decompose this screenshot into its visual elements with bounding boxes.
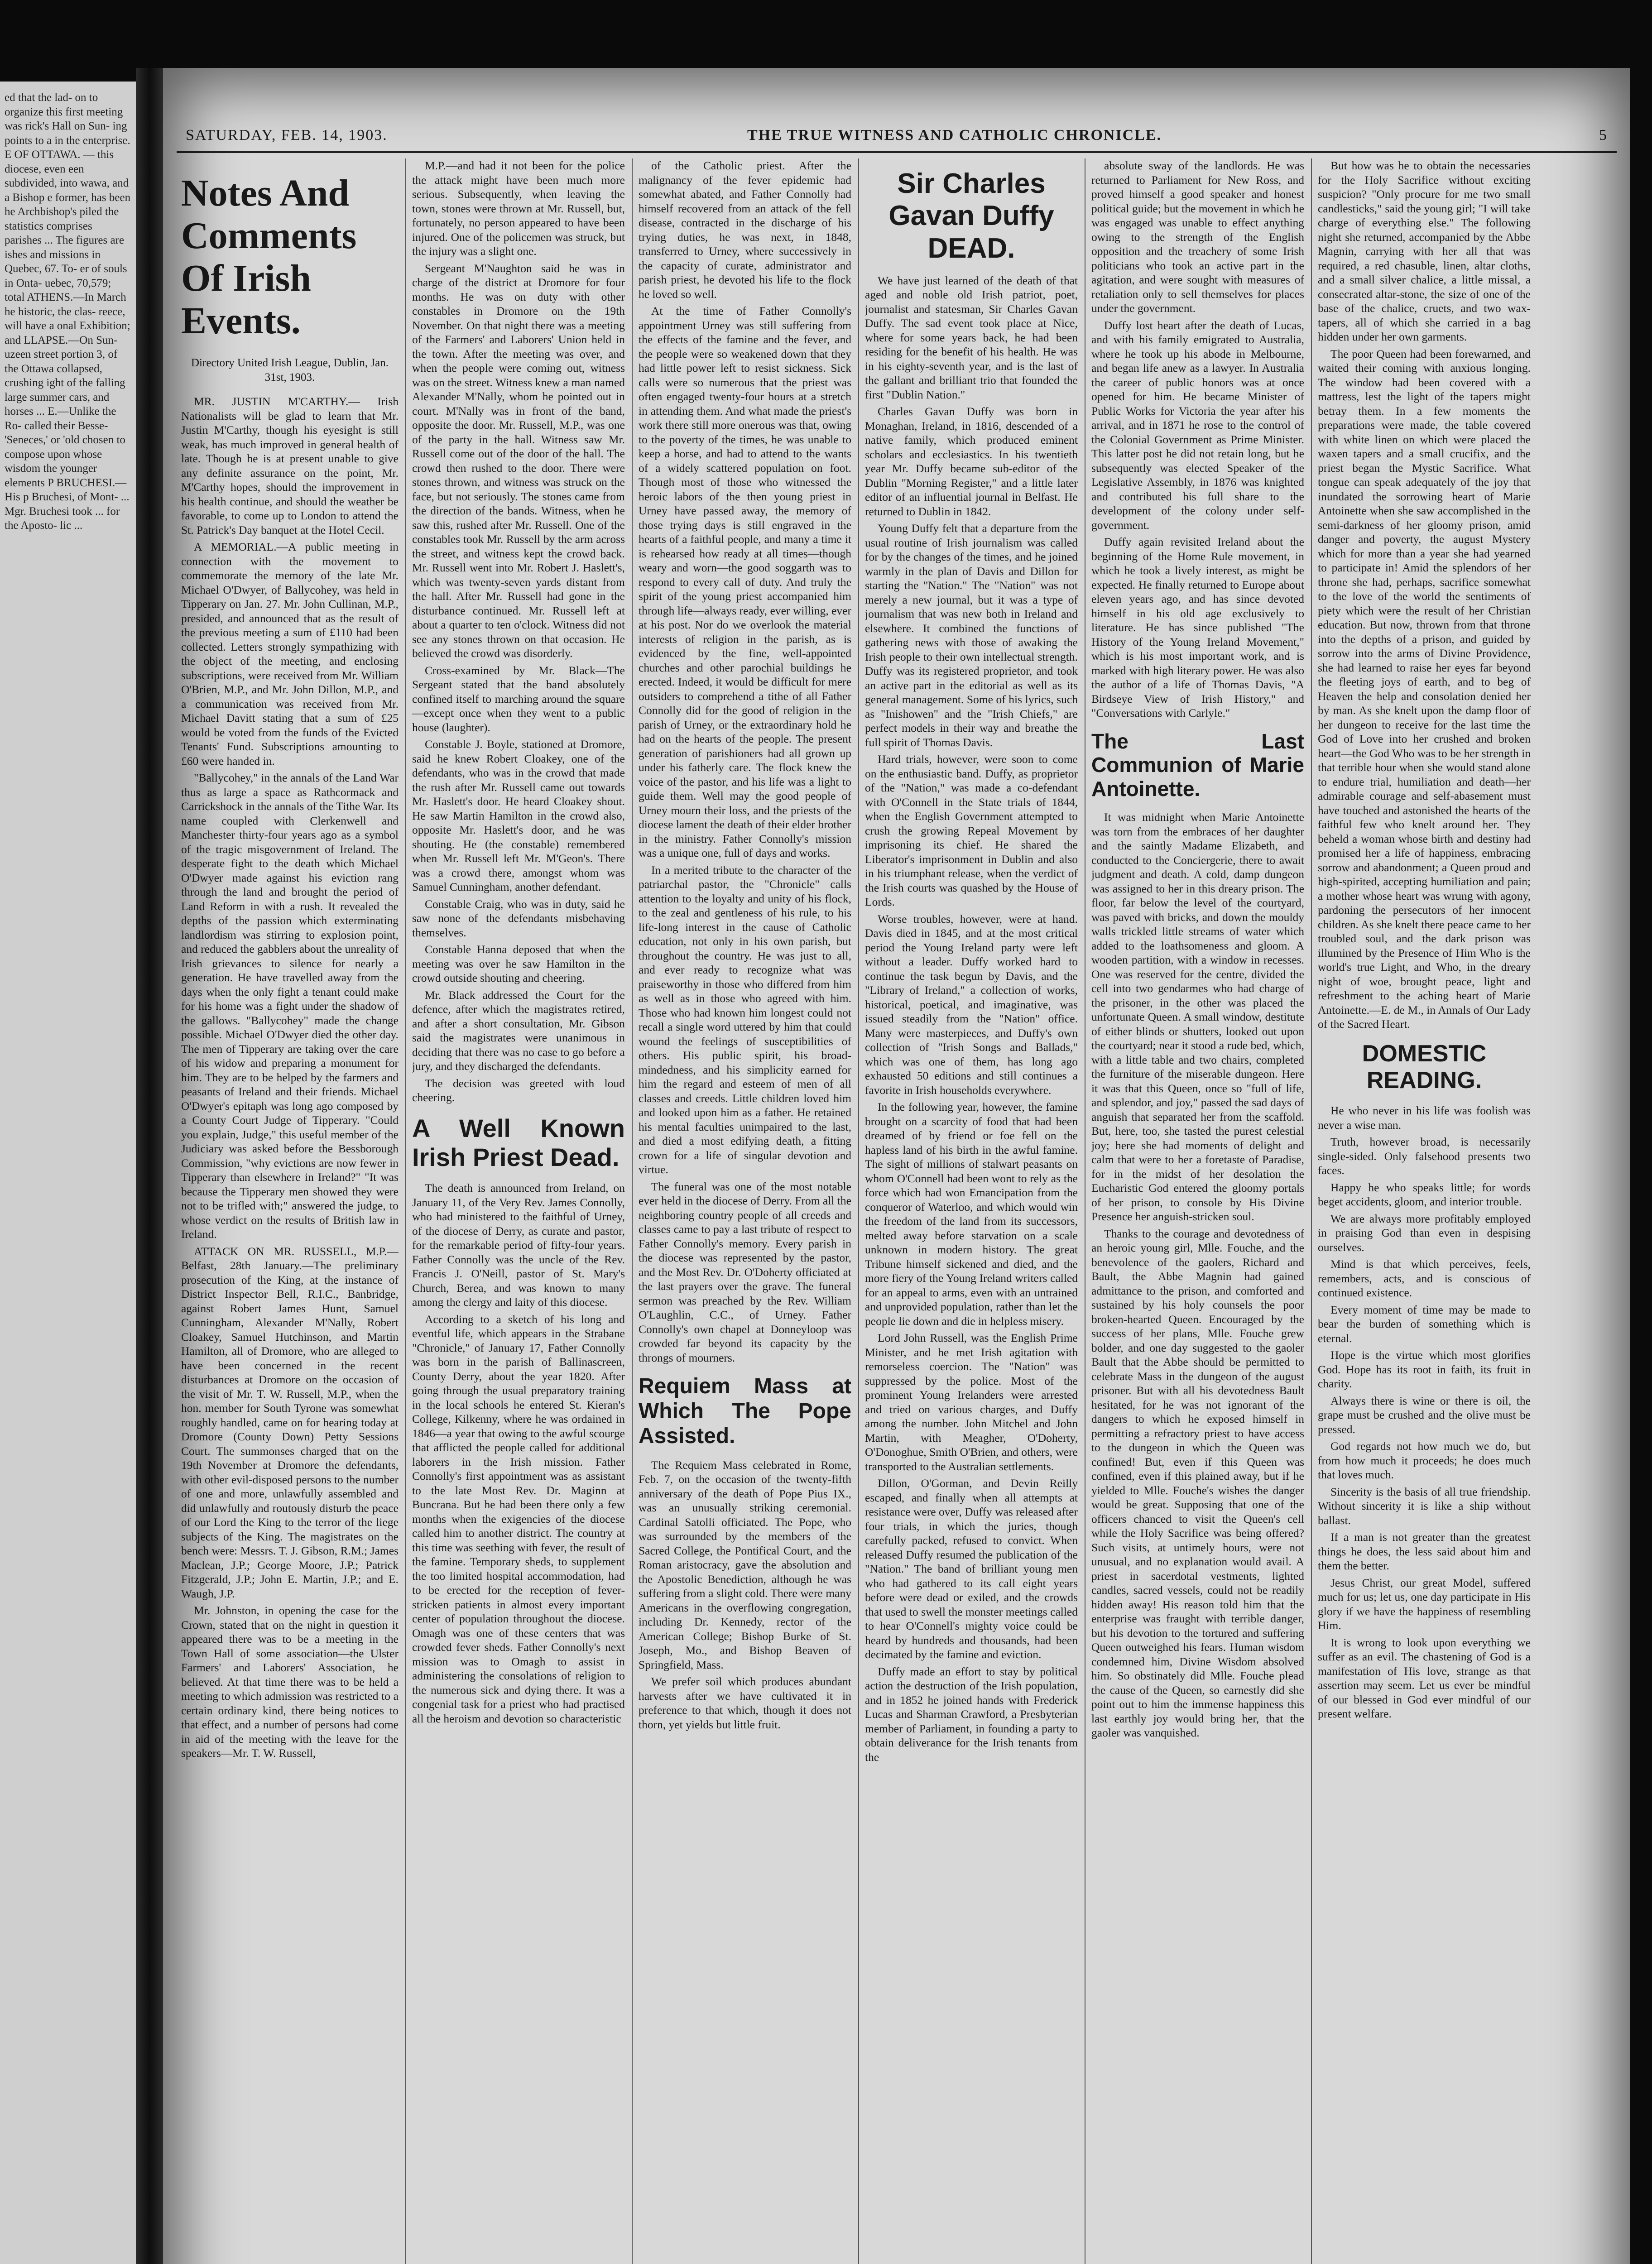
column-divider xyxy=(632,158,633,2264)
column-6-story2-body xyxy=(1318,1103,1531,1721)
page-number: 5 xyxy=(1599,127,1608,144)
notes-headline: Notes And Comments Of Irish Events. xyxy=(181,172,357,342)
paragraph: Constable J. Boyle, stationed at Dromore, said he knew Robert Cloakey, one of the defendants, who was in the crowd that made the rush after Mr. Russell came out towards Mr. Haslett's door. He heard Cloakey shout. He saw Martin Hamilton in the crowd also, opposite Mr. Haslett's door, and he was shouting. He (the constable) remembered when Mr. Russell left Mr. M'Geon's. There was a crowd there, amongst whom was Samuel Cunningham, another defendant. xyxy=(412,738,625,893)
duffy-headline: Sir Charles Gavan Duffy DEAD. xyxy=(888,168,1054,264)
column-3 xyxy=(639,158,851,2264)
paragraph: The funeral was one of the most notable ever held in the diocese of Derry. From all the neighboring country people of all creeds and classes came to pay a last tribute of respect to Father Connolly's memory. Every parish in the diocese was represented by the pastor, and the Most Rev. Dr. O'Doherty officiated at the last prayers over the grave. The funeral sermon was preached by the Rev. William O'Laughlin, C.C., of Urney. Father Connolly's own chapel at Donneyloop was crowded far beyond its capacity by the throngs of mourners. xyxy=(639,1180,851,1364)
adjacent-page-text: ed that the lad- on to organize this first meeting was rick's Hall on Sun- ing points to a in the enterprise. E OF OTTAWA. — this diocese, even een subdivided, into wawa, and a Bishop e former, has been he Archbishop's piled the statistics comprises parishes ... The figures are ishes and missions in Quebec, 67. To- er of souls in Onta- uebec, 70,579; total ATHENS.—In March he historic, the clas- reece, will have a onal Exhibition; and LLAPSE.—On Sun- uzeen street portion 3, of the Ottawa collapsed, crushing ight of the falling large summer cars, and horses ... E.—Unlike the Ro- called their Besse- 'Seneces,' or 'old chosen to compose upon whose wisdom the younger elements P BRUCHESI.— His p Bruchesi, of Mont- ... Mgr. Bruchesi took ... for the Aposto- lic ... xyxy=(5,91,131,532)
domestic-reading-headline: DOMESTIC READING. xyxy=(1362,1040,1487,1094)
paragraph: ATTACK ON MR. RUSSELL, M.P.—Belfast, 28th January.—The preliminary prosecution of the King, at the instance of District Inspector Bell, R.I.C., Banbridge, against Robert James Hunt, Samuel Cunningham, Alexander M'Nally, Robert Cloakey, Samuel Hutchinson, and Martin Hamilton, all of Dromore, who are alleged to have been concerned in the recent disturbances at Dromore on the occasion of the visit of Mr. T. W. Russell, M.P., when the hon. member for South Tyrone was somewhat roughly handled, came on for hearing today at Dromore (County Down) Petty Sessions Court. The summonses charged that on the 19th November at Dromore the defendants, with other evil-disposed persons to the number of one and more, unlawfully assembled and did unlawfully and routously disturb the peace of our Lord the King to the terror of the liege subjects of the King. The magistrates on the bench were: Messrs. T. J. Gibson, R.M.; James Maclean, J.P.; George Moore, J.P.; Patrick Fitzgerald, J.P.; John E. Martin, J.P.; and E. Waugh, J.P. xyxy=(181,1244,399,1600)
paragraph: We prefer soil which produces abundant harvests after we have cultivated it in preference to that which, though it does not thorn, yet yields but little fruit. xyxy=(639,1675,851,1731)
paragraph: Mr. Black addressed the Court for the defence, after which the magistrates retired, and after a short consultation, Mr. Gibson said the magistrates were unanimous in deciding that there was no case to go before a jury, and they discharged the defendants. xyxy=(412,988,625,1073)
page-header xyxy=(177,127,1617,147)
paragraph: According to a sketch of his long and eventful life, which appears in the Strabane "Chronicle," of January 17, Father Connolly was born in the parish of Ballinascreen, County Derry, about the year 1820. After going through the usual preparatory training in the local schools he entered St. Kieran's College, Kilkenny, where he was ordained in 1846—a year that owing to the awful scourge that afflicted the people called for additional laborers in the Irish mission. Father Connolly's first appointment was as assistant to the late Most Rev. Dr. Maginn at Buncrana. But he had been there only a few months when the exigencies of the diocese called him to another district. The country at this time was seething with fever, the result of the famine. Temporary sheds, to supplement the too limited hospital accommodation, had to be erected for the reception of fever-stricken patients in almost every important center of population throughout the diocese. Omagh was one of these centers that was crowded fever sheds. Father Connolly's next mission was to Omagh to assist in administering the consolations of religion to the numerous sick and dying there. It was a congenial task for a priest who had practised all the heroism and devotion so characteristic xyxy=(412,1312,625,1725)
column-6 xyxy=(1318,158,1531,2264)
dateline: Directory United Irish League, Dublin, Jan. 31st, 1903. xyxy=(191,357,389,384)
paragraph: God regards not how much we do, but from how much it proceeds; he does much that loves much. xyxy=(1318,1439,1531,1482)
column-divider xyxy=(1311,158,1312,2264)
marie-antoinette-headline: The Last Communion of Marie Antoinette. xyxy=(1091,729,1304,801)
paragraph: Duffy lost heart after the death of Lucas, and with his family emigrated to Australia, where he took up his abode in Melbourne, and began life anew as a lawyer. In Australia the career of public honors was at once opened for him. He became Minister of Public Works for Victoria the year after his arrival, and in 1871 he rose to the control of the Colonial Government as Prime Minister. This latter post he did not retain long, but he subsequently was elected Speaker of the Legislative Assembly, in 1876 was knighted and contributed his full share to the development of the colony under self-government. xyxy=(1091,318,1304,532)
paragraph: "Ballycohey," in the annals of the Land War thus as large a space as Rathcormack and Carrickshock in the annals of the Tithe War. Its name coupled with Clerkenwell and Manchester thirty-four years ago as a symbol of the tragic misgovernment of Ireland. The desperate fight to the death which Michael O'Dwyer made against his eviction rang through the land and brought the period of Land Reform in with a rush. It revealed the depths of the passion which exterminating landlordism was stirring to explosion point, and reduced the gabblers about the unreality of Irish grievances to silence for nearly a generation. He have travelled away from the days when the only fight a tenant could make for his home was a fight under the shadow of the gallows. "Ballycohey" made the change possible. Michael O'Dwyer died the other day. The men of Tipperary are taking over the care of his widow and preparing a monument for him. They are to be helped by the farmers and peasants of Ireland and their friends. Michael O'Dwyer's epitaph was long ago composed by a County Court Judge of Tipperary. "Could you explain, Judge," this useful member of the Judiciary was asked before the Bessborough Commission, "why evictions are now fewer in Tipperary than elsewhere in Ireland?" "It was because the Tipperary men showed they were not to be trifled with;" answered the judge, to whose verdict on the results of British law in Ireland. xyxy=(181,771,399,1241)
paragraph: We have just learned of the death of that aged and noble old Irish patriot, poet, journalist and statesman, Sir Charles Gavan Duffy. The sad event took place at Nice, where for some years back, he had been residing for the benefit of his health. He was in his eighty-seventh year, and is the last of the gallant and brilliant trio that founded the first "Dublin Nation." xyxy=(865,273,1078,401)
paragraph: It was midnight when Marie Antoinette was torn from the embraces of her daughter and the saintly Madame Elizabeth, and conducted to the Conciergerie, there to await judgment and death. A cold, damp dungeon was assigned to her in this dreary prison. The floor, far below the level of the courtyard, was paved with bricks, and down the mouldy walls trickled little streams of water which added to the loathsomeness and gloom. A wooden partition, with a window in recesses. One was reserved for the centre, divided the cell into two gendarmes who had charge of the prisoner, in the other was placed the unfortunate Queen. A small window, destitute of either blinds or shutters, looked out upon the courtyard; near it stood a rude bed, which, with a little table and two chairs, completed the furniture of the miserable dungeon. Here it was that this Queen, once so "full of life, and splendor, and joy," passed the sad days of anguish that separated her from the scaffold. But, here, too, she tasted the purest celestial joy; here she had moments of delight and calm that were to her a foretaste of Paradise, for in the midst of her desolation the Eucharistic God entered the gloomy portals of her prison, to console by His Divine Presence her anguish-stricken soul. xyxy=(1091,811,1304,1223)
header-rule xyxy=(177,151,1617,153)
requiem-mass-headline: Requiem Mass at Which The Pope Assisted. xyxy=(639,1374,851,1449)
column-2-body xyxy=(412,158,625,1105)
column-1-body xyxy=(181,394,399,1760)
paragraph: But how was he to obtain the necessaries for the Holy Sacrifice without exciting suspicion? "Only procure for me two small candlesticks," said the young girl; "I will take charge of everything else." The following night she returned, accompanied by the Abbe Magnin, carrying with her all that was required, a red chasuble, linen, altar cloths, and a small silver chalice, a little missal, a consecrated altar-stone, the size of one of the base of the chalice, cruets, and two wax-tapers, all of which she carried in a bag hidden under her own garments. xyxy=(1318,159,1531,343)
paragraph: If a man is not greater than the greatest things he does, the less said about him and them the better. xyxy=(1318,1530,1531,1573)
column-5-body xyxy=(1091,158,1304,720)
paragraph: The decision was greeted with loud cheering. xyxy=(412,1076,625,1104)
column-5 xyxy=(1091,158,1304,2264)
paragraph: Young Duffy felt that a departure from the usual routine of Irish journalism was called for by the changes of the times, and he joined warmly in the plan of Davis and Dillon for starting the "Nation." The "Nation" was not merely a new journal, but it was a type of journalism that was new both in Ireland and elsewhere. It combined the functions of gathering news with those of awaking the Irish people to their own intellectual strength. Duffy was its registered proprietor, and took an active part in the editorial as well as its general management. Some of his lyrics, such as "Inishowen" and the "Irish Chiefs," are perfect models in their way and breathe the full spirit of Thomas Davis. xyxy=(865,522,1078,749)
page-gutter xyxy=(136,68,163,2264)
paragraph: It is wrong to look upon everything we suffer as an evil. The chastening of God is a manifestation of His love, strange as that assertion may seem. Let us ever be mindful of our blessed in God ever mindful of our present welfare. xyxy=(1318,1636,1531,1721)
paragraph: The death is announced from Ireland, on January 11, of the Very Rev. James Connolly, who had ministered to the faithful of Urney, of the diocese of Derry, as curate and pastor, for the remarkable period of fifty-four years. Father Connolly was the uncle of the Rev. Francis J. O'Neill, pastor of St. Mary's Church, Berea, and was known to many among the clergy and laity of this diocese. xyxy=(412,1181,625,1309)
paragraph: Charles Gavan Duffy was born in Monaghan, Ireland, in 1816, descended of a native family, which produced eminent scholars and ecclesiastics. In his twentieth year Mr. Duffy became sub-editor of the Dublin "Morning Register," and a little later editor of an influential journal in Belfast. He returned to Dublin in 1842. xyxy=(865,405,1078,518)
paragraph: Cross-examined by Mr. Black—The Sergeant stated that the band absolutely confined itself to marching around the square—except once when they went to a public house (laughter). xyxy=(412,663,625,734)
paragraph: Duffy again revisited Ireland about the beginning of the Home Rule movement, in which he took a lively interest, as might be expected. He finally returned to Europe about eleven years ago, and has since devoted himself in his old age exclusively to literature. He has since published "The History of the Young Ireland Movement," which is his most important work, and is marked with high literary power. He was also the author of a life of Thomas Davis, "A Birdseye View of Irish History," and "Conversations with Carlyle." xyxy=(1091,535,1304,719)
paragraph: Constable Craig, who was in duty, said he saw none of the defendants misbehaving themselves. xyxy=(412,897,625,939)
paragraph: Jesus Christ, our great Model, suffered much for us; let us, one day participate in His glory if we have the happiness of resembling Him. xyxy=(1318,1576,1531,1632)
column-4-body xyxy=(865,273,1078,1765)
priest-dead-headline: A Well Known Irish Priest Dead. xyxy=(412,1113,625,1171)
column-4 xyxy=(865,158,1078,2264)
paragraph: MR. JUSTIN M'CARTHY.— Irish Nationalists will be glad to learn that Mr. Justin M'Carthy, though his eyesight is still weak, has much improved in general health of late. Though he is at present unable to give any definite assurance on the point, Mr. M'Carthy hopes, should the improvement in his health continue, and should the weather be favorable, to come up to London to attend the St. Patrick's Day banquet at the Hotel Cecil. xyxy=(181,395,399,537)
column-3-story2-body xyxy=(639,1458,851,1732)
column-6-body xyxy=(1318,158,1531,1031)
paragraph: A MEMORIAL.—A public meeting in connection with the movement to commemorate the memory of the late Mr. Michael O'Dwyer, of Ballycohey, was held in Tipperary on Jan. 27. Mr. John Cullinan, M.P., presided, and announced that as the result of the previous meeting a sum of £110 had been collected. Letters strongly sympathizing with the object of the meeting, and enclosing subscriptions, were received from Mr. William O'Brien, M.P., and Mr. John Dillon, M.P., and a communication was received from Mr. Michael Davitt stating that a sum of £25 would be voted from the funds of the Evicted Tenants' Fund. Subscriptions amounting to £60 were handed in. xyxy=(181,540,399,767)
adjacent-page xyxy=(0,82,136,2264)
paragraph: absolute sway of the landlords. He was returned to Parliament for New Ross, and proved himself a good speaker and honest political guide; but the movement in which he was engaged was unable to effect anything owing to the strength of the English opposition and the treachery of some Irish politicians who took an active part in the agitation, and were sought with measures of retaliation only to sell themselves for places under the government. xyxy=(1091,159,1304,315)
paragraph: Every moment of time may be made to bear the burden of something which is eternal. xyxy=(1318,1303,1531,1345)
paragraph: M.P.—and had it not been for the police the attack might have been much more serious. Subsequently, when leaving the town, stones were thrown at Mr. Russell, but, fortunately, no person appeared to have been injured. One of the policemen was struck, but the injury was a slight one. xyxy=(412,159,625,258)
paragraph: of the Catholic priest. After the malignancy of the fever epidemic had somewhat abated, and Father Connolly had himself recovered from an attack of the fell disease, contracted in the discharge of his trying duties, he was next, in 1848, transferred to Urney, where successively in the capacity of curate, administrator and parish priest, he devoted his life to the flock he loved so well. xyxy=(639,159,851,301)
paragraph: Sincerity is the basis of all true friendship. Without sincerity it is like a ship without ballast. xyxy=(1318,1485,1531,1527)
column-3-body xyxy=(639,158,851,1365)
paragraph: Dillon, O'Gorman, and Devin Reilly escaped, and finally when all attempts at resistance were over, Duffy was released after four trials, in which the juries, though carefully packed, refused to convict. When released Duffy resumed the publication of the "Nation." The band of brilliant young men who had gathered to its call eight years before were dead or exiled, and the crowds that used to swell the monster meetings called to hear O'Connell's mighty voice could be heard by hundreds and thousands, had been decimated by the famine and eviction. xyxy=(865,1477,1078,1661)
paragraph: Sergeant M'Naughton said he was in charge of the district at Dromore for four months. He was on duty with other constables in Dromore on the 19th November. On that night there was a meeting of the Farmers' and Laborers' Union held in the town. After the meeting was over, and when the people were coming out, witness was on the street. Witness knew a man named Alexander M'Nally, whom he pointed out in court. M'Nally was in front of the band, opposite the door. Mr. Russell, M.P., was one of the party in the hall. Witness saw Mr. Russell come out of the door of the hall. The crowd then rushed to the door. There were stones thrown, and witness was struck on the face, but not seriously. The stones came from the direction of the bands. Witness, when he saw this, rushed after Mr. Russell. One of the constables took Mr. Russell by the arm across the street, and witness kept the crowd back. Mr. Russell went into Mr. Robert J. Haslett's, which was twenty-seven yards distant from the hall. After Mr. Russell had gone in the disturbance continued. Mr. Russell left at about a quarter to ten o'clock. Witness did not see any stones thrown on that occasion. He believed the crowd was disorderly. xyxy=(412,261,625,660)
column-1 xyxy=(181,158,399,2264)
paragraph: Worse troubles, however, were at hand. Davis died in 1845, and at the most critical period the Young Ireland party were left without a leader. Duffy worked hard to continue the task begun by Davis, and the "Library of Ireland," a collection of works, historical, poetical, and imaginative, was issued steadily from the "Nation" office. Many were masterpieces, and Duffy's own collection of "Irish Songs and Ballads," which was one of them, has long ago exhausted 50 editions and still continues a favorite in Irish households everywhere. xyxy=(865,912,1078,1097)
column-2 xyxy=(412,158,625,2264)
column-divider xyxy=(405,158,406,2264)
column-2-story2-body xyxy=(412,1181,625,1726)
paragraph: Happy he who speaks little; for words beget accidents, gloom, and interior trouble. xyxy=(1318,1180,1531,1209)
paragraph: Constable Hanna deposed that when the meeting was over he saw Hamilton in the crowd outside shouting and cheering. xyxy=(412,943,625,984)
paragraph: In the following year, however, the famine brought on a scarcity of food that had been dreamed of by friend or foe fell on the hapless land of his birth in the awful famine. The sight of millions of stalwart peasants on whom O'Connell had been wont to rely as the force which had won Emancipation from the conqueror of Waterloo, and which would win the freedom of the land from its successors, melted away before starvation on a scale unknown in modern history. The great Tribune himself sickened and died, and the more fiery of the Young Ireland writers called for an appeal to arms, even with an untrained and unprovided population, rather than let the people lie down and die in helpless misery. xyxy=(865,1100,1078,1328)
paragraph: Truth, however broad, is necessarily single-sided. Only falsehood presents two faces. xyxy=(1318,1135,1531,1177)
paragraph: Hard trials, however, were soon to come on the enthusiastic band. Duffy, as proprietor of the "Nation," was made a co-defendant with O'Connell in the State trials of 1844, when the English Government attempted to crush the growing Repeal Movement by imprisoning its chief. He shared the Liberator's imprisonment in Dublin and also in his triumphant release, when the verdict of the Irish courts was quashed by the House of Lords. xyxy=(865,753,1078,909)
paragraph: The poor Queen had been forewarned, and waited their coming with anxious longing. The window had been covered with a mattress, lest the light of the tapers might betray them. In a few moments the preparations were made, the table covered with white linen on which were placed the waxen tapers and a small crucifix, and the priest began the Mystic Sacrifice. What tongue can speak adequately of the joy that inundated the sorrowing heart of Marie Antoinette when she saw accomplished in the semi-darkness of her gloomy prison, amid danger and poverty, the august Mystery which for more than a year she had yearned to participate in! Amid the splendors of her throne she had, perhaps, sacrifice somewhat to the love of the world the sentiments of piety which were the result of her Christian education. But now, thrown from that throne into the depths of a prison, and guided by sorrow into the arms of Divine Providence, she had learned to raise her eyes far beyond the fleeting joys of earth, and to beg of Heaven the help and consolation denied her by man. As she knelt upon the damp floor of her dungeon to receive for the last time the God of Love into her crushed and broken heart—the God Who was to be her strength in that terrible hour when she would stand alone to endure trial, humiliation and death—her admirable courage and self-abasement must have touched and astonished the hearts of the faithful few who knelt around her. They beheld a woman whose birth and destiny had promised her a life of happiness, embracing sorrow and abandonment; a Queen proud and high-spirited, accepting humiliation and pain; a mother whose heart was wrung with agony, pardoning the persecutors of her innocent children. As she knelt there peace came to her troubled soul, and the dark prison was illumined by the Presence of Him Who is the world's true Light, and Who, in the dreary night of woe, brought peace, light and refreshment to the aching heart of Marie Antoinette.—E. de M., in Annals of Our Lady of the Sacred Heart. xyxy=(1318,347,1531,1031)
paragraph: He who never in his life was foolish was never a wise man. xyxy=(1318,1104,1531,1132)
paragraph: Mind is that which perceives, feels, remembers, acts, and is conscious of continued existence. xyxy=(1318,1257,1531,1300)
paragraph: Hope is the virtue which most glorifies God. Hope has its root in faith, its fruit in charity. xyxy=(1318,1348,1531,1391)
paragraph: In a merited tribute to the character of the patriarchal pastor, the "Chronicle" calls attention to the loyalty and unity of his flock, to the zeal and gentleness of his rule, to his life-long interest in the cause of Catholic education, not only in his own parish, but throughout the country. He was just to all, and ever ready to recognize what was praiseworthy in those who differed from him as well as in those who agreed with him. Those who had known him longest could not recall a single word uttered by him that could wound the feelings of susceptibilities of others. His public spirit, his broad-mindedness, and his simplicity earned for him the regard and esteem of men of all classes and creeds. Little children loved him and looked upon him as a father. He retained his mental faculties unimpaired to the last, and died a most edifying death, a fitting crown for a life of singular devotion and virtue. xyxy=(639,863,851,1176)
paragraph: Thanks to the courage and devotedness of an heroic young girl, Mlle. Fouche, and the benevolence of the gaolers, Richard and Bault, the Abbe Magnin had gained admittance to the prison, and comforted and sustained by his holy counsels the poor broken-hearted Queen. Encouraged by the success of her plans, Mlle. Fouche grew bolder, and one day suggested to the gaoler Bault that the Abbe should be permitted to celebrate Mass in the dungeon of the august prisoner. But with all his devotedness Bault hesitated, for he was not ignorant of the dangers to which he exposed himself in permitting a refractory priest to have access to the dungeon in which the Queen was confined! But, even if this Queen was confined, even if this plained away, but if he yielded to Mlle. Fouche's wishes the danger would be great. Supposing that one of the officers chanced to visit the Queen's cell while the Holy Sacrifice was being offered? Such visits, at untimely hours, were not unusual, and no explanation would avail. A priest in sacerdotal vestments, lighted candles, sacred vessels, could not be readily hidden away! His reason told him that the enterprise was fraught with terrible danger, but his devotion to the tortured and suffering Queen outweighed his fears. Human wisdom condemned him, Divine Wisdom absolved him. So obstinately did Mlle. Fouche plead the cause of the Queen, so earnestly did she point out to him the immense happiness this last earthly joy would bring her, that the gaoler was vanquished. xyxy=(1091,1227,1304,1740)
paragraph: Duffy made an effort to stay by political action the destruction of the Irish population, and in 1852 he joined hands with Frederick Lucas and Sharman Crawford, a Presbyterian member of Parliament, in founding a party to obtain deliverance for the Irish tenants from the xyxy=(865,1664,1078,1764)
column-divider xyxy=(858,158,859,2264)
issue-date: SATURDAY, FEB. 14, 1903. xyxy=(186,127,388,144)
paragraph: Lord John Russell, was the English Prime Minister, and he met Irish agitation with remorseless coercion. The "Nation" was suppressed by the police. Most of the prominent Young Irelanders were arrested and tried on various charges, and Duffy among the number. John Mitchel and John Martin, with Meagher, O'Doherty, O'Donoghue, Smith O'Brien, and others, were transported to the Australian settlements. xyxy=(865,1331,1078,1473)
paragraph: The Requiem Mass celebrated in Rome, Feb. 7, on the occasion of the twenty-fifth anniversary of the death of Pope Pius IX., was an unusually striking ceremonial. Cardinal Satolli officiated. The Pope, who was surrounded by the members of the Sacred College, the Pontifical Court, and the Roman aristocracy, gave the absolution and the Apostolic Benediction, although he was suffering from a slight cold. There were many Americans in the overflowing congregation, including Dr. Kennedy, rector of the American College; Bishop Burke of St. Joseph, Mo., and Bishop Beaven of Springfield, Mass. xyxy=(639,1458,851,1671)
paragraph: We are always more profitably employed in praising God than even in despising ourselves. xyxy=(1318,1212,1531,1254)
paragraph: Mr. Johnston, in opening the case for the Crown, stated that on the night in question it appeared there was to be a meeting in the Town Hall of some association—the Ulster Farmers' and Laborers' Association, he believed. At that time there was to be held a meeting to which admission was restricted to a certain ordinary kind, there being notices to that effect, and a number of persons had come in aid of the meeting with the leave for the speakers—Mr. T. W. Russell, xyxy=(181,1604,399,1760)
masthead: THE TRUE WITNESS AND CATHOLIC CHRONICLE. xyxy=(747,127,1162,144)
paragraph: At the time of Father Connolly's appointment Urney was still suffering from the effects of the famine and the fever, and the people were so weakened down that they had little power left to resist sickness. Sick calls were so numerous that the priest was often engaged twenty-four hours at a stretch in attending them. And what made the priest's work there still more onerous was that, owing to the poverty of the times, he was unable to keep a horse, and had to attend to the wants of a widely scattered population on foot. Though most of those who witnessed the heroic labors of the then young priest in Urney have passed away, the memory of those trying days is still engraved in the hearts of a faithful people, and many a time it is rehearsed how ready at all times—though weary and worn—the good soggarth was to respond to every call of duty. And truly the spirit of the young priest accompanied him through life—always ready, ever willing, ever at his post. Nor do we overlook the material interests of religion in the parish, as is evidenced by the fine, well-appointed churches and other parochial buildings he erected. Indeed, it would be difficult for mere outsiders to comprehend a tithe of all Father Connolly did for the good of religion in the parish of Urney, or the extraordinary hold he had on the hearts of the people. The present generation of parishioners had all grown up under his fatherly care. The flock knew the voice of the pastor, and his life was a light to guide them. Well may the good people of Urney mourn their loss, and the priests of the diocese lament the death of their elder brother in the ministry. Father Connolly's mission was a unique one, full of days and works. xyxy=(639,304,851,859)
newspaper-page xyxy=(163,68,1630,2264)
column-5-story2-body xyxy=(1091,810,1304,1740)
paragraph: Always there is wine or there is oil, the grape must be crushed and the olive must be pressed. xyxy=(1318,1394,1531,1436)
